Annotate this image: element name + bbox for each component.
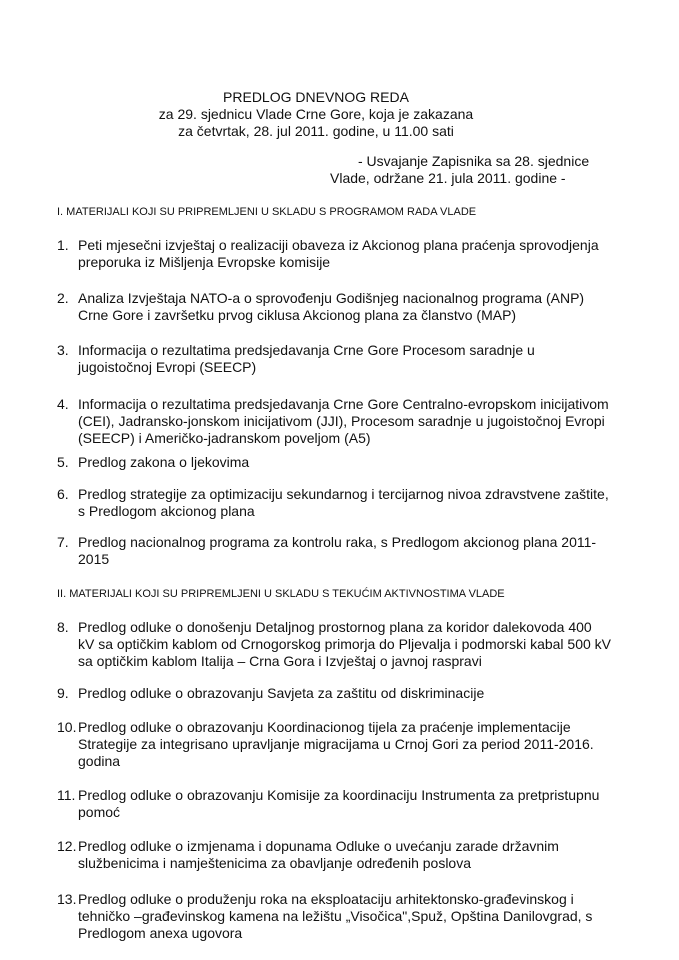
item-number: 12. [57,838,77,854]
document-title: PREDLOG DNEVNOG REDA [223,89,409,105]
item-number: 1. [57,237,69,253]
item-text [78,719,594,770]
item-text-line: jugoistočnoj Evropi (SEECP) [78,359,257,375]
item-text-line: godina [78,753,121,769]
item-text [78,237,599,271]
date-line: za četvrtak, 28. jul 2011. godine, u 11.00 sati [178,123,454,139]
section-heading-2: II. MATERIJALI KOJI SU PRIPREMLJENI U SKLADU S TEKUĆIM AKTIVNOSTIMA VLADE [57,588,505,600]
item-text [78,342,535,376]
item-number: 10. [57,719,77,735]
section-heading-1: I. MATERIJALI KOJI SU PRIPREMLJENI U SKLADU S PROGRAMOM RADA VLADE [57,206,477,218]
item-text [78,619,611,670]
item-text-line: 2015 [78,551,110,567]
item-text-line: Predlog nacionalnog programa za kontrolu raka, s Predlogom akcionog plana 2011- [78,534,597,550]
item-text-line: Strategije za integrisano upravljanje migracijama u Crnoj Gori za period 2011-2016. [78,736,594,752]
item-text [78,685,484,702]
item-text-line: Informacija o rezultatima predsjedavanja Crne Gore Procesom saradnje u [78,342,535,358]
item-text-line: Predlog odluke o izmjenama i dopunama Odluke o uvećanju zarade državnim [78,838,559,854]
item-number: 7. [57,534,69,550]
item-text-line: s Predlogom akcionog plana [78,503,255,519]
item-text-line: Predlog odluke o obrazovanju Komisije za koordinaciju Instrumenta za pretpristupnu [78,787,600,803]
item-text-line: Peti mjesečni izvještaj o realizaciji obaveza iz Akcionog plana praćenja sprovodjenja [78,237,599,253]
item-text [78,534,596,568]
item-text [78,454,249,471]
item-text-line: Predlog odluke o produženju roka na eksploataciju arhitektonsko-građevinskog i [78,891,574,907]
item-text-line: (CEI), Jadransko-jonskom inicijativom (JJI), Procesom saradnje u jugoistočnoj Evropi [78,413,605,429]
item-text-line: sa optičkim kablom Italija – Crna Gora i Izvještaj o javnoj raspravi [78,653,482,669]
item-text [78,290,584,324]
minutes-line-1: - Usvajanje Zapisnika sa 28. sjednice [358,153,590,169]
item-text-line: Analiza Izvještaja NATO-a o sprovođenju Godišnjeg nacionalnog programa (ANP) [78,290,585,306]
item-text [78,891,592,942]
item-text-line: Predlog odluke o obrazovanju Koordinacionog tijela za praćenje implementacije [78,719,571,735]
item-text-line: službenicima i namještenicima za obavljanje određenih poslova [78,855,471,871]
item-text-line: Informacija o rezultatima predsjedavanja Crne Gore Centralno-evropskom inicijativom [78,396,609,412]
item-text-line: pomoć [78,804,121,820]
item-text [78,838,559,872]
item-text-line: Predlog strategije za optimizaciju sekundarnog i tercijarnog nivoa zdravstvene zaštite, [78,486,609,502]
item-number: 2. [57,290,69,306]
item-text-line: Predlog odluke o obrazovanju Savjeta za zaštitu od diskriminacije [78,685,485,701]
item-text-line: Predlog zakona o ljekovima [78,454,250,470]
item-text-line: Crne Gore i završetku prvog ciklusa Akcionog plana za članstvo (MAP) [78,307,517,323]
item-number: 4. [57,396,69,412]
item-text-line: Predlogom anexa ugovora [78,925,243,941]
item-number: 6. [57,486,69,502]
item-text-line: tehničko –građevinskog kamena na ležištu „Visočica",Spuž, Opština Danilovgrad, s [78,908,593,924]
session-line: za 29. sjednicu Vlade Crne Gore, koja je zakazana [158,106,474,122]
item-number: 3. [57,342,69,358]
item-number: 8. [57,619,69,635]
item-text [78,787,599,821]
item-number: 11. [57,787,76,803]
item-number: 9. [57,685,69,701]
item-text-line: kV sa optičkim kablom od Crnogorskog primorja do Pljevalja i podmorski kabal 500 kV [78,636,612,652]
item-text-line: Predlog odluke o donošenju Detaljnog prostornog plana za koridor dalekovoda 400 [78,619,592,635]
item-text [78,486,609,520]
item-text-line: (SEECP) i Američko-jadranskom poveljom (A5) [78,430,371,446]
item-text-line: preporuka iz Mišljenja Evropske komisije [78,254,331,270]
item-text [78,396,609,447]
item-number: 13. [57,891,77,907]
item-number: 5. [57,454,69,470]
minutes-line-2: Vlade, održane 21. jula 2011. godine - [330,170,566,186]
